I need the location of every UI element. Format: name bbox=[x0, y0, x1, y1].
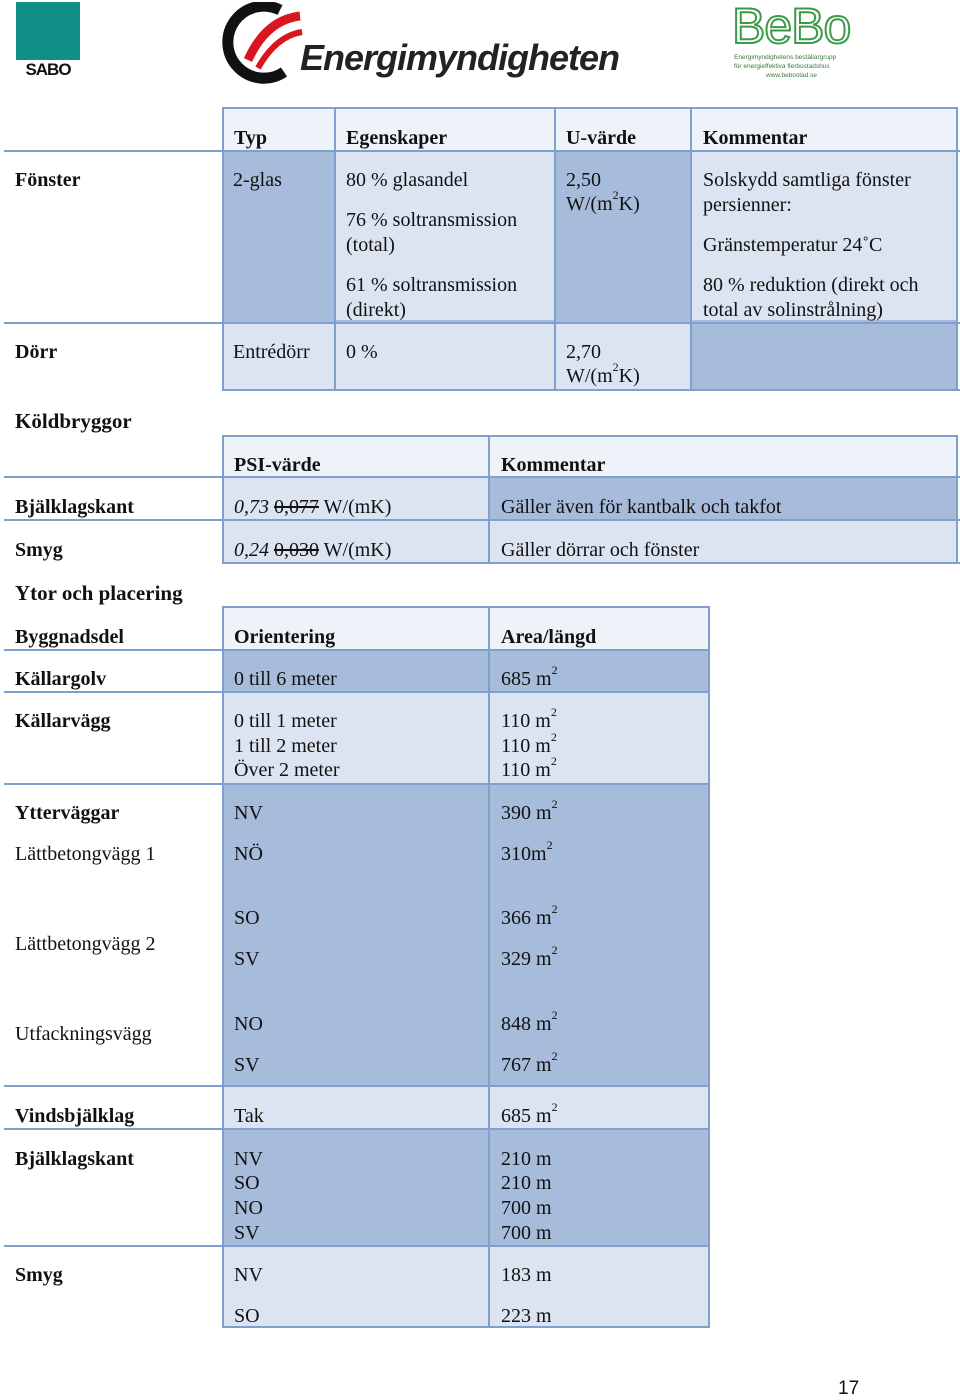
yttervaggar-area: 390 $m^2$ bbox=[501, 797, 558, 824]
bebo-tagline-1: Energimyndighetens beställargrupp bbox=[734, 54, 837, 61]
row-label-vindsbjalklag: Vindsbjälklag bbox=[15, 1105, 135, 1127]
row-label-smyg: Smyg bbox=[15, 1264, 63, 1286]
dorr-u-unit: $W/(m^2K)$ bbox=[566, 360, 640, 387]
header-kb-kommentar: Kommentar bbox=[501, 454, 606, 476]
bebo-logo bbox=[728, 2, 868, 82]
bjalklagskant-area-3: 700 m bbox=[501, 1197, 552, 1219]
bjalklagskant-orient-4: SV bbox=[234, 1222, 260, 1244]
bjalklagskant-area-4: 700 m bbox=[501, 1222, 552, 1244]
header-byggnadsdel: Byggnadsdel bbox=[15, 626, 124, 648]
kb-smyg-psi: 0,24 0,030 W/(mK) bbox=[234, 539, 392, 561]
kallarvagg-orient-3: Över 2 meter bbox=[234, 759, 340, 781]
fonster-u-unit: $W/(m^2K)$ bbox=[566, 188, 640, 215]
fonster-egenskap-3: (total) bbox=[346, 234, 395, 256]
row-label-kallargolv: Källargolv bbox=[15, 668, 107, 690]
fonster-kommentar-3: Gränstemperatur 24˚C bbox=[703, 234, 883, 256]
vindsbjalklag-area: 685 $m^2$ bbox=[501, 1100, 558, 1127]
row-label-bjalklagskant: Bjälklagskant bbox=[15, 1148, 134, 1170]
kb-bjalklagskant-comment: Gäller även för kantbalk och takfot bbox=[501, 496, 782, 518]
dorr-u-value: 2,70 bbox=[566, 341, 601, 363]
row-label-lattbetong-2: Lättbetongvägg 2 bbox=[15, 933, 156, 955]
yttervaggar-orient: NV bbox=[234, 802, 263, 824]
energimyndigheten-logo-text: Energimyndigheten bbox=[300, 37, 620, 78]
bjalklagskant-orient-1: NV bbox=[234, 1148, 263, 1170]
utfackning-orient-2: SV bbox=[234, 1054, 260, 1076]
kallarvagg-area-3: 110 $m^2$ bbox=[501, 754, 557, 781]
fonster-kommentar-5: total av solinstrålning) bbox=[703, 299, 883, 321]
lattbetong-2-area-1: 366 $m^2$ bbox=[501, 902, 558, 929]
bjalklagskant-orient-3: NO bbox=[234, 1197, 263, 1219]
vindsbjalklag-orient: Tak bbox=[234, 1105, 264, 1127]
fonster-typ: 2-glas bbox=[233, 169, 282, 191]
fonster-kommentar-1: Solskydd samtliga fönster bbox=[703, 169, 911, 191]
row-label-utfackningsvagg: Utfackningsvägg bbox=[15, 1023, 152, 1045]
row-label-yttervaggar: Ytterväggar bbox=[15, 802, 120, 824]
row-label-kallarvagg: Källarvägg bbox=[15, 710, 111, 732]
kb-bjalklagskant-psi: 0,73 0,077 W/(mK) bbox=[234, 496, 392, 518]
utfackning-orient-1: NO bbox=[234, 1013, 263, 1035]
bebo-logo-text: BeBo bbox=[732, 0, 851, 54]
kallargolv-orient: 0 till 6 meter bbox=[234, 668, 337, 690]
bjalklagskant-area-1: 210 m bbox=[501, 1148, 552, 1170]
fonster-egenskap-5: (direkt) bbox=[346, 299, 406, 321]
kallarvagg-orient-2: 1 till 2 meter bbox=[234, 735, 337, 757]
lattbetong-1-orient: NÖ bbox=[234, 843, 263, 865]
fonster-kommentar-4: 80 % reduktion (direkt och bbox=[703, 274, 919, 296]
row-label-lattbetong-1: Lättbetongvägg 1 bbox=[15, 843, 156, 865]
header-kommentar: Kommentar bbox=[703, 127, 808, 149]
header-typ: Typ bbox=[234, 127, 267, 149]
dorr-typ: Entrédörr bbox=[233, 341, 310, 363]
smyg-area-1: 183 m bbox=[501, 1264, 552, 1286]
page-number: 17 bbox=[838, 1378, 860, 1399]
bebo-tagline-2: för energieffektiva flerbostadshus bbox=[734, 63, 830, 70]
header-u-varde: U-värde bbox=[566, 127, 636, 149]
sabo-logo bbox=[16, 2, 80, 82]
kallarvagg-area-1: 110 $m^2$ bbox=[501, 705, 557, 732]
lattbetong-2-orient-1: SO bbox=[234, 907, 260, 929]
kallarvagg-orient-1: 0 till 1 meter bbox=[234, 710, 337, 732]
header-psi-varde: PSI-värde bbox=[234, 454, 321, 476]
smyg-area-2: 223 m bbox=[501, 1305, 552, 1327]
fonster-egenskap-1: 80 % glasandel bbox=[346, 169, 469, 191]
section-title-ytor: Ytor och placering bbox=[15, 581, 183, 605]
utfackning-area-1: 848 $m^2$ bbox=[501, 1008, 558, 1035]
lattbetong-2-area-2: 329 $m^2$ bbox=[501, 943, 558, 970]
header-area-langd: Area/längd bbox=[501, 626, 597, 648]
kb-smyg-comment: Gäller dörrar och fönster bbox=[501, 539, 700, 561]
energimyndigheten-logo bbox=[218, 2, 620, 84]
dorr-egenskaper: 0 % bbox=[346, 341, 378, 363]
sabo-logo-text: SABO bbox=[25, 60, 71, 79]
lattbetong-1-area: $310m^2$ bbox=[501, 838, 553, 865]
smyg-orient-1: NV bbox=[234, 1264, 263, 1286]
kallarvagg-area-2: 110 $m^2$ bbox=[501, 730, 557, 757]
fonster-u-value: 2,50 bbox=[566, 169, 601, 191]
energimyndigheten-mark-icon bbox=[218, 2, 304, 84]
header-orientering: Orientering bbox=[234, 626, 336, 648]
kb-row-label-smyg: Smyg bbox=[15, 539, 63, 561]
section-title-koldbryggor: Köldbryggor bbox=[15, 409, 132, 433]
header-egenskaper: Egenskaper bbox=[346, 127, 448, 149]
bjalklagskant-orient-2: SO bbox=[234, 1172, 260, 1194]
smyg-orient-2: SO bbox=[234, 1305, 260, 1327]
row-label-fonster: Fönster bbox=[15, 169, 81, 191]
lattbetong-2-orient-2: SV bbox=[234, 948, 260, 970]
kallargolv-area: 685 $m^2$ bbox=[501, 663, 558, 690]
row-label-dorr: Dörr bbox=[15, 341, 58, 363]
bebo-url: www.bebostad.se bbox=[766, 72, 817, 79]
fonster-kommentar-2: persienner: bbox=[703, 194, 792, 216]
utfackning-area-2: 767 $m^2$ bbox=[501, 1049, 558, 1076]
fonster-egenskap-4: 61 % soltransmission bbox=[346, 274, 518, 296]
fonster-egenskap-2: 76 % soltransmission bbox=[346, 209, 518, 231]
bjalklagskant-area-2: 210 m bbox=[501, 1172, 552, 1194]
kb-row-label-bjalklagskant: Bjälklagskant bbox=[15, 496, 134, 518]
